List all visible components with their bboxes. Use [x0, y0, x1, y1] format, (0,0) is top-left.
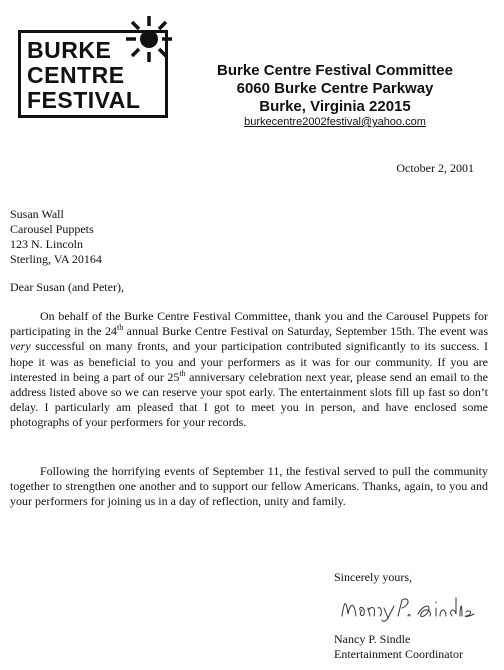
committee-name: Burke Centre Festival Committee: [217, 62, 453, 79]
p1-part-a: On behalf of the Burke Centre Festival Committee, thank you and the Carousel Puppets for participating in the 24: [10, 309, 488, 339]
committee-address-line-1: 6060 Burke Centre Parkway: [236, 80, 434, 97]
p1-sup-2: th: [179, 368, 186, 378]
committee-email: burkecentre2002festival@yahoo.com: [244, 116, 426, 128]
p1-sup-1: th: [116, 323, 124, 333]
recipient-company: Carousel Puppets: [10, 222, 94, 236]
recipient-name: Susan Wall: [10, 207, 64, 221]
p2-text: Following the horrifying events of September 11, the festival served to pull the community together to strengthen one another and to support our fellow Americans. Thanks, again, to you and your performers for joining us in a day of reflection, unity and family.: [10, 464, 488, 509]
letter-date: October 2, 2001: [396, 161, 474, 175]
p1-part-b: annual Burke Centre Festival on Saturday, September 15th. The event was: [123, 324, 488, 339]
sun-icon: [124, 14, 174, 64]
committee-address-line-2: Burke, Virginia 22015: [259, 98, 411, 115]
logo-line-1: BURKE: [27, 37, 112, 63]
recipient-street: 123 N. Lincoln: [10, 237, 83, 251]
closing: Sincerely yours,: [334, 570, 412, 584]
handwritten-signature: [338, 592, 478, 624]
signer-title: Entertainment Coordinator: [334, 647, 463, 661]
signer-name: Nancy P. Sindle: [334, 632, 411, 646]
p1-part-d: anniversary celebration next year, please send an email to the address listed above so we can reserve your spot early. The entertainment slots fill up fast so don’t delay. I particularly am pleased that I got to meet you in person, and have enclosed some photographs of your performers for your records.: [10, 369, 488, 430]
recipient-city: Sterling, VA 20164: [10, 252, 102, 266]
p1-emphasis: very: [10, 339, 31, 354]
body-paragraph-1: [10, 309, 488, 431]
logo-line-3: FESTIVAL: [27, 87, 141, 113]
logo-line-2: CENTRE: [27, 62, 125, 88]
body-paragraph-2: [10, 464, 488, 510]
salutation: Dear Susan (and Peter),: [10, 280, 124, 294]
p1-part-c: successful on many fronts, and your participation contributed significantly to its success. I hope it was as beneficial to you and your performers as it was for our community. If you are interested in being a part of our 25: [10, 339, 488, 384]
